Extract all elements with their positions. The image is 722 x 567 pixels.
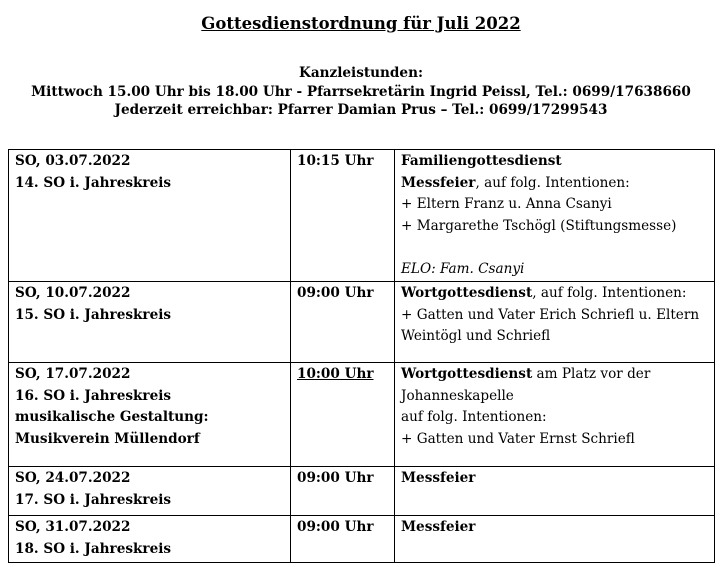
liturgical-sunday: 17. SO i. Jahreskreis xyxy=(15,491,172,508)
service-cell xyxy=(395,467,715,516)
office-hours-line: Mittwoch 15.00 Uhr bis 18.00 Uhr - Pfarrsekretärin Ingrid Peissl, Tel.: 0699/17638660 xyxy=(31,83,691,100)
service-cell xyxy=(395,516,715,563)
time-cell xyxy=(291,282,395,363)
liturgical-sunday: 16. SO i. Jahreskreis xyxy=(15,387,172,404)
page-title: Gottesdienstordnung für Juli 2022 xyxy=(201,14,521,33)
spacer xyxy=(401,237,708,259)
service-date: SO, 24.07.2022 xyxy=(15,470,131,486)
service-cell xyxy=(395,363,715,467)
service-type: Wortgottesdienst xyxy=(401,366,533,382)
date-cell xyxy=(9,467,291,516)
intention: + Eltern Franz u. Anna Csanyi xyxy=(401,196,612,212)
date-cell xyxy=(9,363,291,467)
service-type: Messfeier xyxy=(401,470,476,486)
music-label: musikalische Gestaltung: xyxy=(15,409,209,425)
table-row xyxy=(9,467,715,516)
service-suffix: am Platz vor der Johanneskapelle xyxy=(401,366,651,404)
service-cell xyxy=(395,150,715,282)
service-description xyxy=(401,364,708,407)
service-description xyxy=(401,173,708,195)
liturgical-sunday: 18. SO i. Jahreskreis xyxy=(15,540,172,557)
table-row xyxy=(9,363,715,467)
intention: + Gatten und Vater Erich Schriefl u. Eltern Weintögl und Schriefl xyxy=(401,306,700,344)
service-date: SO, 17.07.2022 xyxy=(15,366,131,382)
time-cell xyxy=(291,150,395,282)
office-hours-heading: Kanzleistunden: xyxy=(299,65,423,81)
time-cell xyxy=(291,467,395,516)
contact-line: Jederzeit erreichbar: Pfarrer Damian Prus – Tel.: 0699/17299543 xyxy=(114,102,608,118)
intention: + Gatten und Vater Ernst Schriefl xyxy=(401,430,635,447)
intentions-intro: auf folg. Intentionen: xyxy=(401,409,547,425)
intention: + Margarethe Tschögl (Stiftungsmesse) xyxy=(401,217,677,234)
service-suffix: , auf folg. Intentionen: xyxy=(532,285,687,301)
service-title: Familiengottesdienst xyxy=(401,153,562,169)
date-cell xyxy=(9,516,291,563)
time-cell xyxy=(291,363,395,467)
music-by: Musikverein Müllendorf xyxy=(15,430,200,447)
service-time: 09:00 Uhr xyxy=(297,285,374,301)
service-suffix: , auf folg. Intentionen: xyxy=(475,174,630,191)
service-cell xyxy=(395,282,715,363)
service-time: 10:00 Uhr xyxy=(297,366,374,382)
service-date: SO, 03.07.2022 xyxy=(15,153,131,169)
service-time: 09:00 Uhr xyxy=(297,470,374,486)
table-row xyxy=(9,150,715,282)
service-schedule-table xyxy=(8,149,715,563)
service-time: 10:15 Uhr xyxy=(297,153,374,169)
service-type: Messfeier xyxy=(401,519,476,535)
service-time: 09:00 Uhr xyxy=(297,519,374,535)
service-date: SO, 31.07.2022 xyxy=(15,519,131,535)
office-hours xyxy=(0,64,722,120)
service-type: Wortgottesdienst xyxy=(401,285,533,301)
liturgical-sunday: 14. SO i. Jahreskreis xyxy=(15,174,172,191)
liturgical-sunday: 15. SO i. Jahreskreis xyxy=(15,306,172,323)
table-row xyxy=(9,282,715,363)
date-cell xyxy=(9,150,291,282)
service-description xyxy=(401,283,708,305)
table-row xyxy=(9,516,715,563)
time-cell xyxy=(291,516,395,563)
service-type: Messfeier xyxy=(401,174,476,191)
service-date: SO, 10.07.2022 xyxy=(15,285,131,301)
service-note: ELO: Fam. Csanyi xyxy=(401,260,525,277)
date-cell xyxy=(9,282,291,363)
